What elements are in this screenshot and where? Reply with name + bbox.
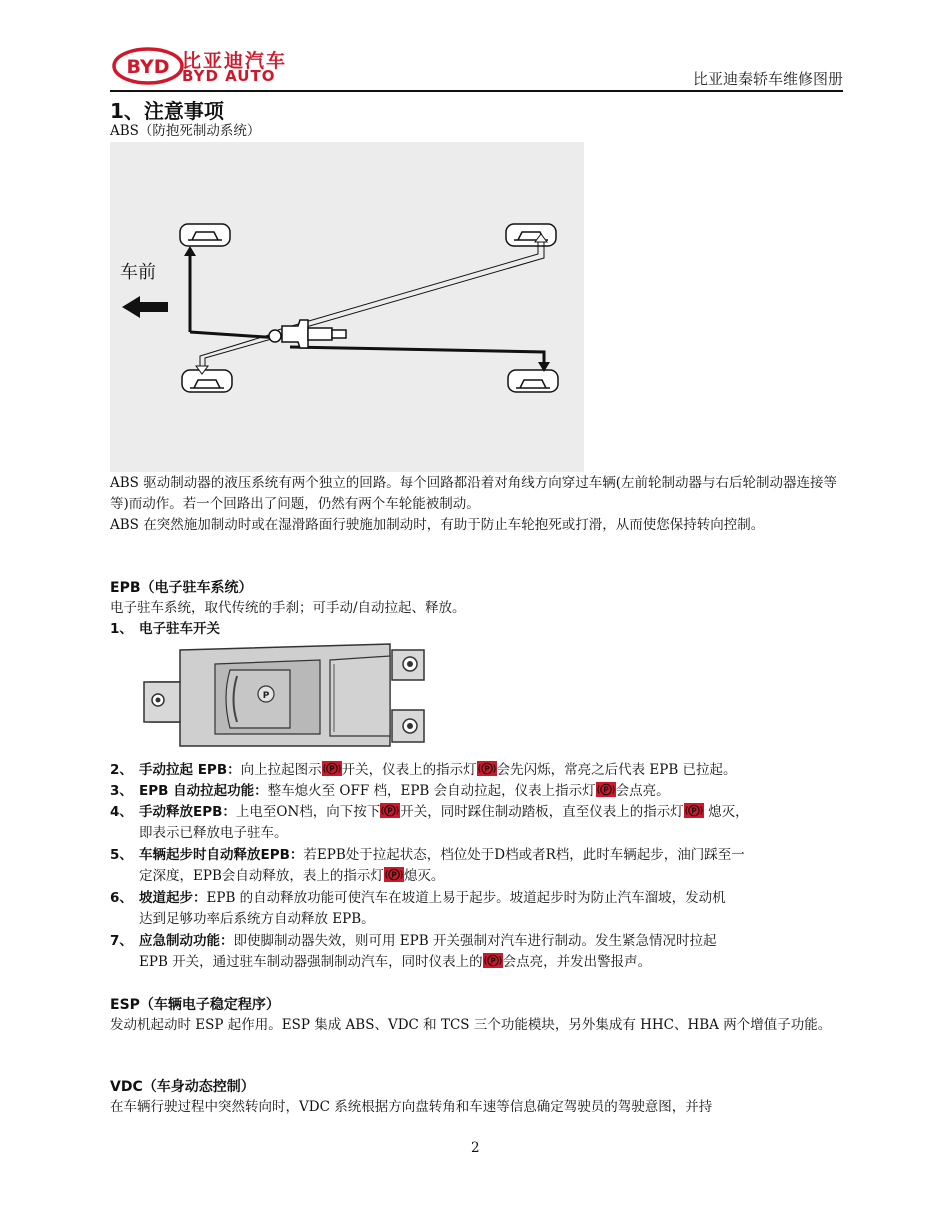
- brand-en: BYD AUTO: [182, 67, 276, 85]
- parking-indicator-icon: [384, 867, 404, 882]
- epb-switch-image: [140, 642, 432, 752]
- wheel-rear-right: [508, 370, 558, 392]
- parking-indicator-icon: [684, 803, 704, 818]
- epb-intro: 电子驻车系统，取代传统的手刹；可手动/自动拉起、释放。: [110, 600, 466, 616]
- parking-indicator-icon: [596, 782, 616, 797]
- abs-paragraph-1: ABS 驱动制动器的液压系统有两个独立的回路。每个回路都沿着对角线方向穿过车辆(左前轮制动器与右后轮制动器连接等等)而动作。若一个回路出了问题，仍然有两个车轮能被制动。: [110, 475, 837, 512]
- epb-switch-icon: [322, 761, 342, 776]
- epb-item-2: 2、 手动拉起 EPB：向上拉起图示 开关，仪表上的指示灯 会先闪烁，常亮之后代表 EPB 已拉起。: [110, 762, 737, 778]
- epb-item-4: 4、 手动释放EPB：上电至ON档，向下按下 开关，同时踩住制动踏板，直至仪表上的指示灯 熄灭， 即表示已释放电子驻车。: [110, 804, 749, 841]
- epb-item-3: 3、 EPB 自动拉起功能：整车熄火至 OFF 档，EPB 会自动拉起，仪表上指示灯 会点亮。: [110, 783, 670, 799]
- esp-heading: ESP（车辆电子稳定程序）: [110, 997, 280, 1013]
- epb-item-6: 6、 坡道起步：EPB 的自动释放功能可使汽车在坡道上易于起步。坡道起步时为防止汽车溜坡，发动机 达到足够功率后系统方自动释放 EPB。: [110, 890, 726, 927]
- epb-heading: EPB（电子驻车系统）: [110, 580, 253, 596]
- section-title: 1、注意事项: [110, 99, 224, 123]
- vdc-paragraph: 在车辆行驶过程中突然转向时，VDC 系统根据方向盘转角和车速等信息确定驾驶员的驾驶意图，并持: [110, 1099, 713, 1115]
- epb-item-7: 7、 应急制动功能：即使脚制动器失效，则可用 EPB 开关强制对汽车进行制动。发生紧急情况时拉起 EPB 开关，通过驻车制动器强制制动汽车，同时仪表上的 会点亮，并发出警报声。: [110, 933, 717, 970]
- esp-paragraph: 发动机起动时 ESP 起作用。ESP 集成 ABS、VDC 和 TCS 三个功能模块，另外集成有 HHC、HBA 两个增值子功能。: [110, 1017, 832, 1033]
- byd-logo-icon: [112, 46, 184, 86]
- vdc-heading: VDC（车身动态控制）: [110, 1079, 255, 1095]
- wheel-rear-left: [182, 370, 232, 392]
- abs-paragraph-2: ABS 在突然施加制动时或在湿滑路面行驶施加制动时，有助于防止车轮抱死或打滑，从而使您保持转向控制。: [110, 517, 765, 533]
- parking-indicator-icon: [477, 761, 497, 776]
- epb-switch-icon: [380, 803, 400, 818]
- header-rule: [110, 90, 843, 92]
- page-number: 2: [471, 1140, 480, 1156]
- parking-indicator-icon: [483, 953, 503, 968]
- wheel-front-right: [506, 224, 556, 246]
- abs-diagram: [110, 142, 584, 472]
- manual-title: 比亚迪秦轿车维修图册: [692, 70, 843, 88]
- svg-text:P: P: [262, 691, 270, 701]
- brand-logo: [112, 46, 302, 88]
- master-cylinder: [269, 320, 346, 348]
- abs-heading: ABS（防抱死制动系统）: [110, 123, 261, 139]
- svg-text:BYD: BYD: [126, 56, 170, 78]
- diagram-front-label: 车前: [120, 262, 156, 283]
- epb-item-1: 1、 电子驻车开关: [110, 621, 220, 637]
- wheel-front-left: [180, 224, 230, 246]
- front-direction-arrow: [122, 296, 168, 318]
- brand-cn: 比亚迪汽车: [182, 50, 288, 72]
- epb-item-5: 5、 车辆起步时自动释放EPB：若EPB处于拉起状态，档位处于D档或者R档，此时车辆起步，油门踩至一 定深度，EPB会自动释放，表上的指示灯 熄灭。: [110, 847, 745, 884]
